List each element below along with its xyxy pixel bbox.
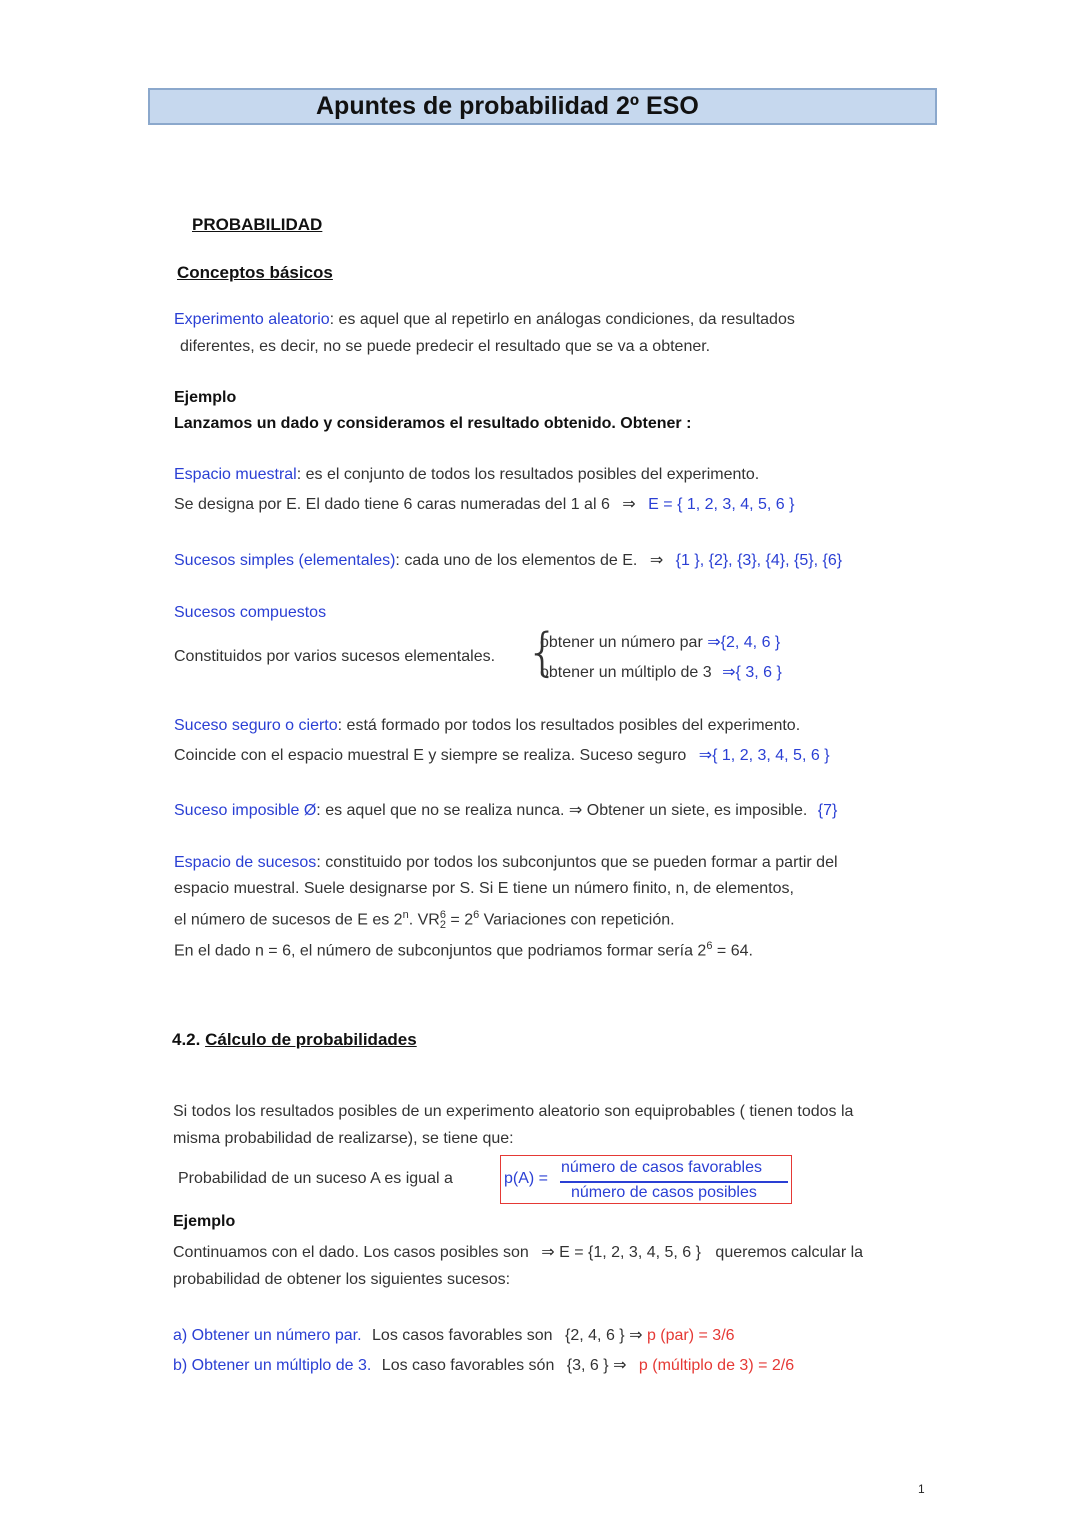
line3-b: . VR [408,911,440,929]
line4-sup: 6 [706,940,713,952]
line3-c-sup: 6 [473,909,480,921]
experimento-def: : es aquel que al repetirlo en análogas condiciones, da resultados [329,311,795,328]
ejemplo1-label: Ejemplo [174,389,237,406]
arrow-icon: ⇒ [622,496,636,513]
caso-b-label: b) Obtener un múltiplo de 3. [173,1357,372,1374]
ejemplo2-rest: queremos calcular la [715,1244,864,1261]
caso-a [173,1325,735,1345]
caso-a-text: Los casos favorables son [372,1327,553,1344]
compuesto-case1-text: obtener un número par [540,634,703,651]
compuesto-case2-text: obtener un múltiplo de 3 [540,664,712,681]
ejemplo2-label: Ejemplo [173,1213,236,1230]
brace-icon: { [526,623,560,683]
formula-denominator: número de casos posibles [571,1184,757,1201]
espacio-muestral-line2 [174,494,794,514]
suceso-imposible-line [174,800,837,820]
calculo-line1: Si todos los resultados posibles de un experimento aleatorio son equiprobables ( tienen todos la [173,1103,854,1120]
caso-a-label: a) Obtener un número par. [173,1327,362,1344]
sucesos-simples-line [174,550,842,570]
espacio-sucesos-line3 [174,909,675,930]
line3-a: el número de sucesos de E es 2 [174,911,403,929]
espacio-muestral-line1 [174,466,759,484]
espacio-sucesos-term: Espacio de sucesos [174,854,317,871]
line3-c: = 2 [445,911,474,929]
fraction-line [560,1181,788,1183]
ejemplo1-statement: Lanzamos un dado y consideramos el resultado obtenido. Obtener : [174,415,692,432]
compuesto-case1 [540,632,780,652]
arrow-icon: ⇒ [649,552,664,569]
sucesos-compuestos-intro: Constituidos por varios sucesos elementales. [174,648,496,665]
sucesos-simples-term: Sucesos simples (elementales) [174,552,396,569]
espacio-sucesos-line2: espacio muestral. Suele designarse por S. Si E tiene un número finito, n, de elementos, [174,880,794,897]
section-calculo-number: 4.2. [172,1030,201,1049]
line4-a: En el dado n = 6, el número de subconjuntos que podriamos formar sería 2 [174,942,707,960]
formula-numerator: número de casos favorables [561,1159,762,1176]
suceso-seguro-def: : está formado por todos los resultados posibles del experimento. [337,717,801,734]
sucesos-simples-def: : cada uno de los elementos de E. [395,552,638,569]
caso-b-text: Los caso favorables són [381,1357,555,1374]
vr-sup: 6 [439,909,446,922]
espacio-muestral-text: Se designa por E. El dado tiene 6 caras numeradas del 1 al 6 [174,496,610,513]
ejemplo2-text: Continuamos con el dado. Los casos posibles son [173,1244,529,1261]
caso-b-set: {3, 6 } ⇒ [566,1357,627,1374]
caso-b [173,1355,794,1375]
page-title: Apuntes de probabilidad 2º ESO [316,92,699,120]
formula-intro: Probabilidad de un suceso A es igual a [178,1170,453,1187]
suceso-seguro-text: Coincide con el espacio muestral E y siempre se realiza. Suceso seguro [174,747,687,764]
espacio-muestral-term: Espacio muestral [174,466,297,483]
formula-lhs: p(A) = [504,1170,549,1187]
line3-d: Variaciones con repetición. [479,911,675,929]
suceso-seguro-term: Suceso seguro o cierto [174,717,338,734]
suceso-imposible-def: : es aquel que no se realiza nunca. ⇒ Obtener un siete, es imposible. [316,802,808,819]
page-number: 1 [918,1482,925,1496]
suceso-seguro-line1 [174,717,800,735]
caso-a-result: p (par) = 3/6 [646,1327,735,1344]
ejemplo2-set: ⇒ E = {1, 2, 3, 4, 5, 6 } [541,1244,701,1261]
section-calculo-title: Cálculo de probabilidades [205,1030,417,1049]
suceso-imposible-term: Suceso imposible Ø [174,802,317,819]
section-conceptos-basicos: Conceptos básicos [177,263,333,282]
sucesos-simples-sets: {1 }, {2}, {3}, {4}, {5}, {6} [675,552,843,569]
calculo-line2: misma probabilidad de realizarse), se tiene que: [173,1130,514,1147]
suceso-seguro-line2 [174,745,830,765]
ejemplo2-line1 [173,1242,863,1262]
section-calculo [172,1030,417,1050]
espacio-sucesos-def: : constituido por todos los subconjuntos que se pueden formar a partir del [316,854,838,871]
experimento-term: Experimento aleatorio [174,311,330,328]
espacio-sucesos-line1 [174,854,838,872]
espacio-sucesos-line4 [174,940,753,960]
caso-b-result: p (múltiplo de 3) = 2/6 [638,1357,795,1374]
espacio-muestral-set: E = { 1, 2, 3, 4, 5, 6 } [648,496,795,513]
experimento-line1 [174,311,795,329]
line3-sup: n [402,909,409,921]
compuesto-case1-set: ⇒{2, 4, 6 } [707,634,781,651]
suceso-seguro-set: ⇒{ 1, 2, 3, 4, 5, 6 } [698,747,830,764]
suceso-imposible-set: {7} [817,802,838,819]
experimento-line2: diferentes, es decir, no se puede predecir el resultado que se va a obtener. [180,338,711,355]
ejemplo2-line2: probabilidad de obtener los siguientes sucesos: [173,1271,511,1288]
compuesto-case2-set: ⇒{ 3, 6 } [722,664,782,681]
sucesos-compuestos-term: Sucesos compuestos [174,604,327,621]
espacio-muestral-def: : es el conjunto de todos los resultados posibles del experimento. [296,466,760,483]
compuesto-case2 [540,662,782,682]
caso-a-set: {2, 4, 6 } ⇒ [565,1327,643,1344]
vr-sub: 2 [439,919,446,932]
line4-b: = 64. [712,942,753,960]
section-probabilidad: PROBABILIDAD [192,215,323,234]
